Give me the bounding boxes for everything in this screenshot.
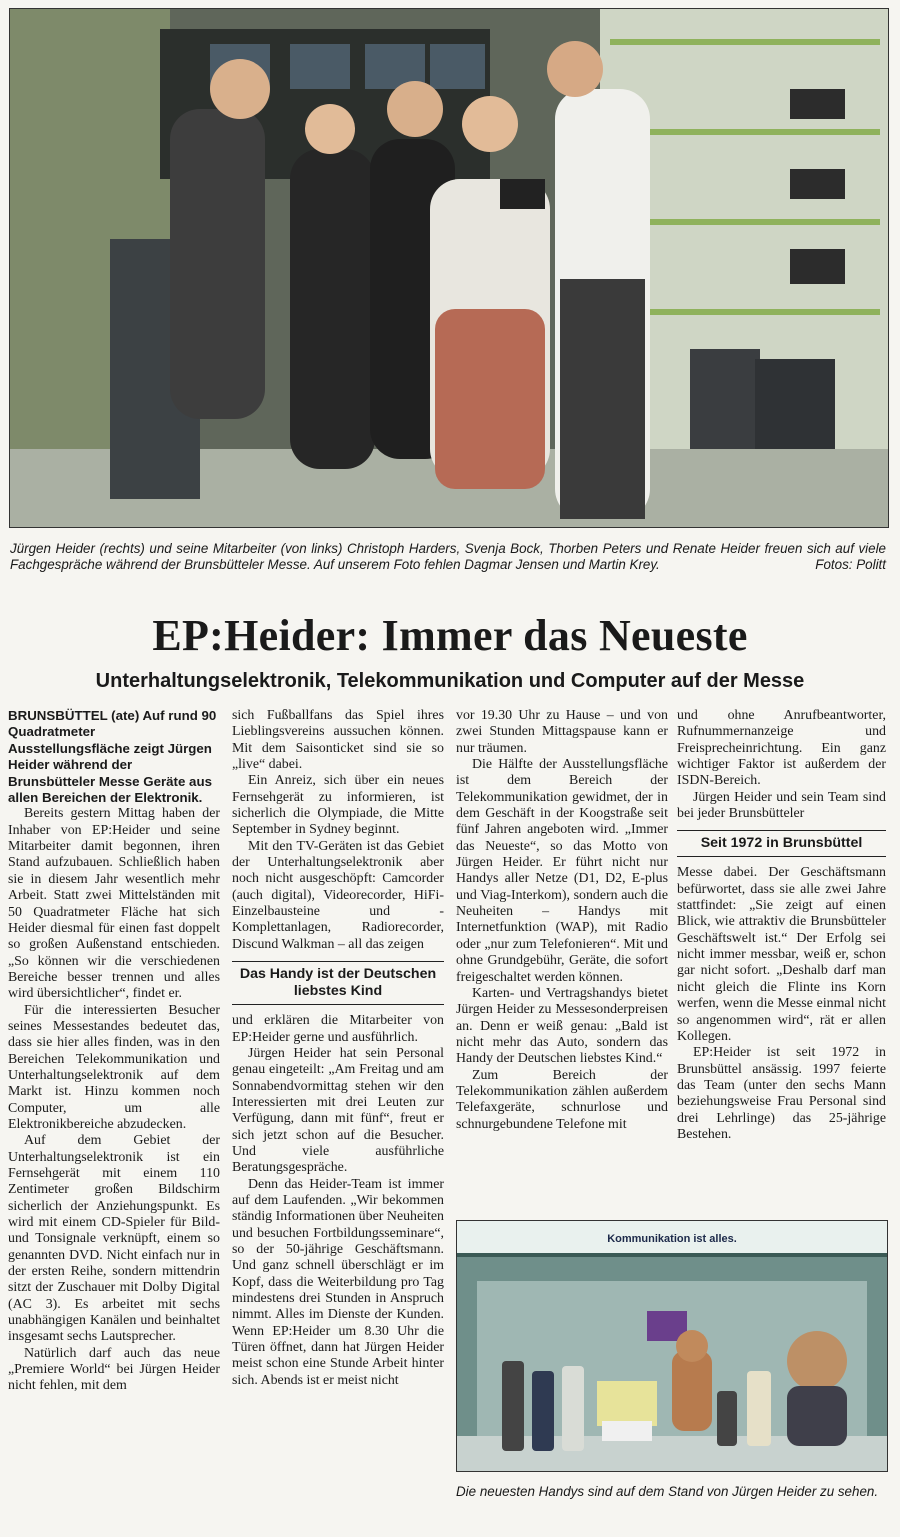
paragraph: Jürgen Heider hat sein Personal genau eingeteilt: „Am Freitag und am Sonnabendvormittag stehen wir den Interessierten mit drei Leuten zur Verfügung, dann mit fünf“, freut er sich jetzt schon auf die Besucher. Und viele ausführliche Beratungsgespräche. (232, 1045, 444, 1176)
caption-text: Jürgen Heider (rechts) und seine Mitarbeiter (von links) Christoph Harders, Svenja Bock, Thorben Peters und Renate Heider freuen sich auf viele Fachgespräche während der Brunsbütteler Messe. Auf unserem Foto fehlen Dagmar Jensen und Martin Krey. (10, 541, 886, 573)
column-4 (677, 708, 886, 1143)
column-3 (456, 708, 668, 1133)
dateline: BRUNSBÜTTEL (ate) (8, 708, 140, 723)
paragraph: Messe dabei. Der Geschäftsmann befürwortet, dass sie alle zwei Jahre stattfindet: „Sie zeigt auf einen Blick, wie attraktiv die Brunsbütteler Geschäftswelt ist.“ Der Erfolg sei nicht immer messbar, weiß er, schon gar nicht sofort. „Deshalb darf man nicht gleich die Flinte ins Korn werfen, wenn die Messe einmal nicht so angenommen wird“, rät er allen Kollegen. (677, 865, 886, 1044)
column-2 (232, 708, 444, 1389)
column-1 (8, 708, 220, 1395)
paragraph: Mit den TV-Geräten ist das Gebiet der Unterhaltungselektronik aber noch nicht ausgeschöpft: Camcorder (auch digital), Videorecorder, HiFi-Einzelbausteine und -Komplettanlagen, Radiorecorder, Discund Walkman – all das zeigen (232, 838, 444, 952)
subheadline: Unterhaltungselektronik, Telekommunikation und Computer auf der Messe (95, 670, 805, 692)
paragraph: Natürlich darf auch das neue „Premiere World“ bei Jürgen Heider nicht fehlen, mit dem (8, 1345, 220, 1394)
paragraph: Denn das Heider-Team ist immer auf dem Laufenden. „Wir bekommen ständig Informationen über Neuheiten und besuchen Fortbildungsseminare“, so der 50-jährige Geschäftsmann. Und ganz schnell überschlägt er im Kopf, dass die Weiterbildung pro Tag mindestens drei Stunden in Anspruch nimmt. Alles im Dienste der Kunden. Wenn EP:Heider um 8.30 Uhr die Türen öffnet, dann hat Jürgen Heider meist schon eine Stunde Arbeit hinter sich. Abends ist er meist nicht (232, 1176, 444, 1388)
paragraph: und ohne Anrufbeantworter, Rufnummernanzeige und Freisprecheinrichtung. Ein ganz wichtiger Faktor ist außerdem der ISDN-Bereich. (677, 708, 886, 789)
paragraph: Jürgen Heider und sein Team sind bei jeder Brunsbütteler (677, 789, 886, 822)
paragraph: und erklären die Mitarbeiter von EP:Heider gerne und ausführlich. (232, 1013, 444, 1045)
paragraph: EP:Heider ist seit 1972 in Brunsbüttel ansässig. 1997 feierte das Team (unter den sechs Mann beziehungsweise Frau Personal sind drei Lehrlinge) das 25-jährige Bestehen. (677, 1045, 886, 1142)
banner-slogan: Kommunikation ist alles. (607, 1233, 737, 1245)
paragraph: Für die interessierten Besucher seines Messestandes bedeutet das, dass sie hier alles finden, was in den Bereichen Telekommunikation und Unterhaltungselektronik auf dem Markt ist. Hinzu kommen noch Computer, um alle Elektronikbereiche abzudecken. (8, 1002, 220, 1132)
paragraph: Karten- und Vertragshandys bietet Jürgen Heider zu Messesonderpreisen an. Denn er weiß genau: „Bald ist nicht mehr das Auto, sondern das Handy der Deutschen liebstes Kind.“ (456, 985, 668, 1067)
handy-display-photo (456, 1220, 888, 1472)
paragraph: vor 19.30 Uhr zu Hause – und von zwei Stunden Mittagspause kann er nur träumen. (456, 708, 668, 756)
headline: EP:Heider: Immer das Neueste (152, 611, 748, 660)
paragraph: sich Fußballfans das Spiel ihres Lieblingsvereins aussuchen können. Mit dem Saisonticket sind sie so „live“ dabei. (232, 708, 444, 773)
lead-text: Auf rund 90 Quadratmeter Ausstellungsfläche zeigt Jürgen Heider während der Brunsbütteler Messe Geräte aus allen Bereichen der Elektronik. (8, 708, 217, 806)
paragraph: Zum Bereich der Telekommunikation zählen außerdem Telefaxgeräte, schnurlose und schnurgebundene Telefone mit (456, 1067, 668, 1132)
subheading: Seit 1972 in Brunsbüttel (677, 830, 886, 857)
photo-caption (10, 541, 886, 574)
lead-paragraph (8, 708, 220, 806)
photo-credit: Fotos: Politt (815, 557, 886, 573)
paragraph: Bereits gestern Mittag haben der Inhaber von EP:Heider und seine Mitarbeiter damit begonnen, ihren Stand aufzubauen. Schließlich haben sie in diesem Jahr wesentlich mehr Arbeit. Statt zwei Mittelständen mit 50 Quadratmeter Fläche hat sich Heider diesmal für einen fast doppelt so großen Außenstand entschieden. „So können wir die verschiedenen Bereiche besser trennen und alles wird übersichtlicher“, findet er. (8, 806, 220, 1002)
subheading: Das Handy ist der Deutschen liebstes Kind (232, 961, 444, 1005)
paragraph: Auf dem Gebiet der Unterhaltungselektronik ist ein Fernsehgerät mit einem 110 Zentimeter großen Bildschirm sicherlich der Anziehungspunkt. Es wird mit einem CD-Spieler für Bild- und Tonsignale verknüpft, einem so genannten DVD. Nicht einfach nur in der ersten Reihe, sondern mittendrin sitzt der Zuschauer mit Dolby Digital (AC 3). Es arbeitet mit sechs unabhängigen Kanälen und beinhaltet insgesamt sechs Lautsprecher. (8, 1133, 220, 1345)
photo-caption-bottom: Die neuesten Handys sind auf dem Stand von Jürgen Heider zu sehen. (456, 1484, 879, 1499)
paragraph: Die Hälfte der Ausstellungsfläche ist dem Bereich der Telekommunikation gewidmet, der in dem Geschäft in der Koogstraße seit fünf Jahren angeboten wird. „Immer das Neueste“, so das Motto von Jürgen Heider. Er führt nicht nur Handys aller Netze (D1, D2, E-plus und Viag-Interkom), sondern auch die Neuheiten – Handys mit Internetfunktion (WAP), mit Radio oder „nur zum Telefonieren“. Mit und ohne Grundgebühr, Geräte, die sofort freigeschaltet werden können. (456, 757, 668, 985)
paragraph: Ein Anreiz, sich über ein neues Fernsehgerät zu informieren, ist sicherlich die Olympiade, die Mitte September in Sydney beginnt. (232, 773, 444, 838)
team-photo (9, 8, 889, 528)
